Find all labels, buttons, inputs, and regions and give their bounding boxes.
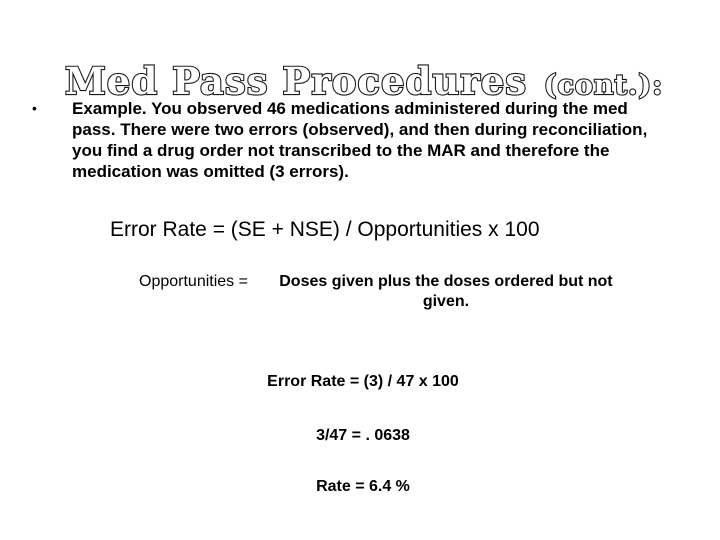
calculation-line-1: Error Rate = (3) / 47 x 100 xyxy=(267,373,459,390)
bullet-icon: • xyxy=(32,100,37,116)
error-rate-formula: Error Rate = (SE + NSE) / Opportunities x 100 xyxy=(110,218,540,241)
example-bullet xyxy=(30,98,690,182)
opportunities-definition xyxy=(139,272,679,312)
calculation-line-2: 3/47 = . 0638 xyxy=(316,427,410,444)
definition-text: Doses given plus the doses ordered but not given. xyxy=(279,273,613,310)
calculation-result: Rate = 6.4 % xyxy=(316,478,410,495)
example-text: Example. You observed 46 medications administered during the med pass. There were two errors (observed), and then during reconciliation, you find a drug order not transcribed to the MAR and therefore the medication was omitted (3 errors). xyxy=(72,99,648,181)
title-main: Med Pass Procedures xyxy=(64,59,528,103)
svg-text:Med Pass Procedures (con xyxy=(65,59,663,103)
title-suffix: (cont.): xyxy=(543,70,664,101)
definition-label: Opportunities = xyxy=(139,273,248,290)
